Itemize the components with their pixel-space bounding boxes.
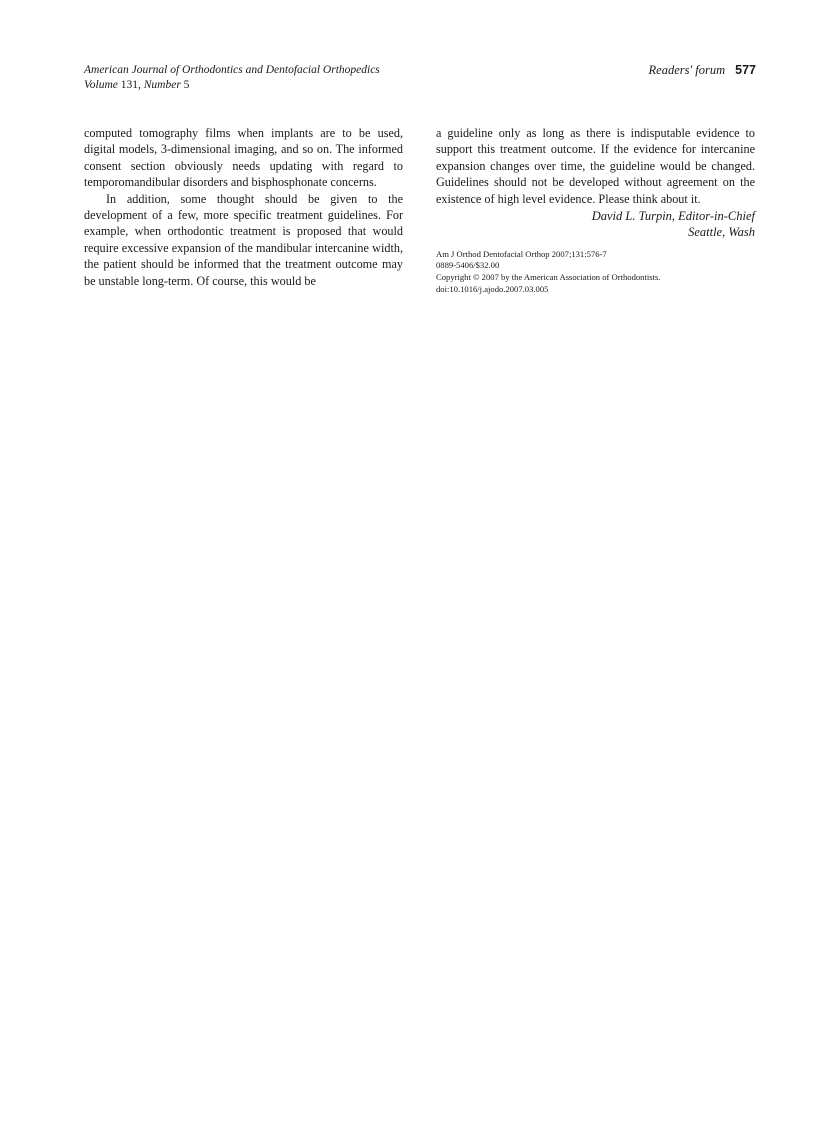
section-info [649,63,756,78]
copyright-line: Copyright © 2007 by the American Association of Orthodontists. [436,272,661,283]
citation-block [436,249,755,295]
right-column [436,125,755,295]
volume-number: 131 [120,79,138,91]
left-column [84,125,403,289]
body-paragraph: computed tomography films when implants are to be used, digital models, 3-dimensional imaging, and so on. The informed consent section obviously needs updating with regard to temporomandibular disorders and bisphosphonate concerns. [84,126,403,190]
page-number: 577 [735,63,756,77]
journal-info [84,63,380,93]
number-value: 5 [183,79,190,91]
citation-line: Am J Orthod Dentofacial Orthop 2007;131:576-7 [436,248,607,259]
volume-issue: Volume 131, Number 5 [84,79,190,91]
body-paragraph: a guideline only as long as there is indisputable evidence to support this treatment outcome. If the evidence for intercanine expansion changes over time, the guideline would be changed. Guidelines should not be developed without agreement on the existence of high level evidence. Please think about it. [436,126,755,206]
signature-name: David L. Turpin, Editor-in-Chief [591,209,755,224]
signature [436,208,755,241]
body-paragraph: In addition, some thought should be given to the development of a few, more specific treatment guidelines. For example, when orthodontic treatment is proposed that would require excessive expansion of the mandibular intercanine width, the patient should be informed that the treatment outcome may be unstable long-term. Of course, this would be [84,191,403,288]
journal-title: American Journal of Orthodontics and Dentofacial Orthopedics [84,64,380,76]
section-title: Readers' forum [648,63,726,77]
price-line: 0889-5406/$32.00 [436,260,500,271]
signature-location: Seattle, Wash [688,225,755,240]
number-label: Number [143,79,181,91]
running-header [84,63,756,93]
volume-label: Volume [84,79,118,91]
doi-line: doi:10.1016/j.ajodo.2007.03.005 [436,283,549,294]
